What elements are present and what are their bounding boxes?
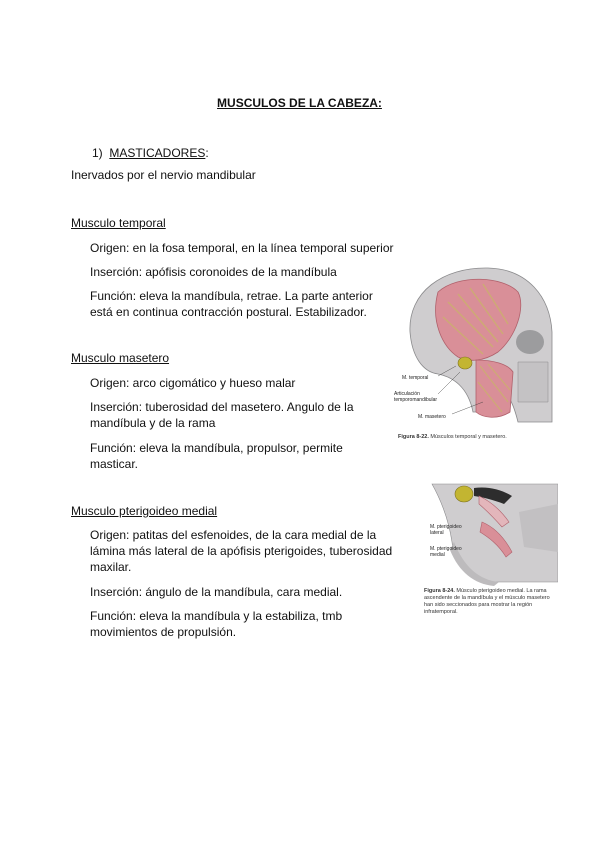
page-title: MUSCULOS DE LA CABEZA: bbox=[217, 96, 382, 110]
muscle-origin: Origen: en la fosa temporal, en la línea temporal superior bbox=[90, 241, 394, 255]
skull-temporal-illustration bbox=[398, 262, 555, 432]
muscle-insertion: Inserción: apófisis coronoides de la mandíbula bbox=[90, 265, 337, 279]
section-number: 1) bbox=[92, 146, 103, 160]
figure-label: Articulación temporomandibular bbox=[394, 391, 438, 403]
figure-caption-number: Figura 8-22. bbox=[398, 434, 429, 440]
muscle-insertion: Inserción: ángulo de la mandíbula, cara medial. bbox=[90, 585, 343, 599]
figure-caption-text: Músculos temporal y masetero. bbox=[430, 434, 507, 440]
muscle-function: Función: eleva la mandíbula y la estabiliza, tmb movimientos de propulsión. bbox=[90, 609, 343, 639]
figure-label: M. pterigoideo lateral bbox=[430, 524, 462, 536]
section-title: MASTICADORES bbox=[109, 146, 206, 160]
muscle-name-masetero: Musculo masetero bbox=[71, 351, 170, 365]
figure-label: M. temporal bbox=[402, 375, 429, 381]
muscle-name-temporal: Musculo temporal bbox=[71, 216, 166, 230]
muscle-insertion: Inserción: tuberosidad del masetero. Angulo de la mandíbula y de la rama bbox=[90, 400, 354, 430]
figure-caption-number: Figura 8-24. bbox=[424, 588, 455, 594]
figure-pterigoideo bbox=[424, 482, 558, 617]
figure-caption bbox=[424, 588, 560, 616]
figure-label: M. pterigoideo medial bbox=[430, 546, 462, 558]
figure-caption-text: Músculo pterigoideo medial. La rama ascendente de la mandíbula y el músculo masetero han sido seccionados para mostrar la región infratemporal. bbox=[424, 588, 550, 615]
section-heading bbox=[92, 145, 209, 161]
figure-label: M. masetero bbox=[418, 414, 446, 420]
section-intro: Inervados por el nervio mandibular bbox=[71, 168, 256, 182]
muscle-function: Función: eleva la mandíbula, retrae. La parte anterior está en continua contracción postural. Estabilizador. bbox=[90, 289, 373, 319]
figure-caption bbox=[398, 434, 507, 441]
section-colon: : bbox=[205, 146, 209, 160]
muscle-function: Función: eleva la mandíbula, propulsor, permite masticar. bbox=[90, 441, 343, 471]
muscle-origin: Origen: arco cigomático y hueso malar bbox=[90, 376, 296, 390]
muscle-name-pterigoideo: Musculo pterigoideo medial bbox=[71, 504, 218, 518]
muscle-origin: Origen: patitas del esfenoides, de la cara medial de la lámina más lateral de la apófisis pterigoides, tuberosidad maxilar. bbox=[90, 528, 393, 574]
figure-temporal-masetero bbox=[394, 262, 555, 444]
